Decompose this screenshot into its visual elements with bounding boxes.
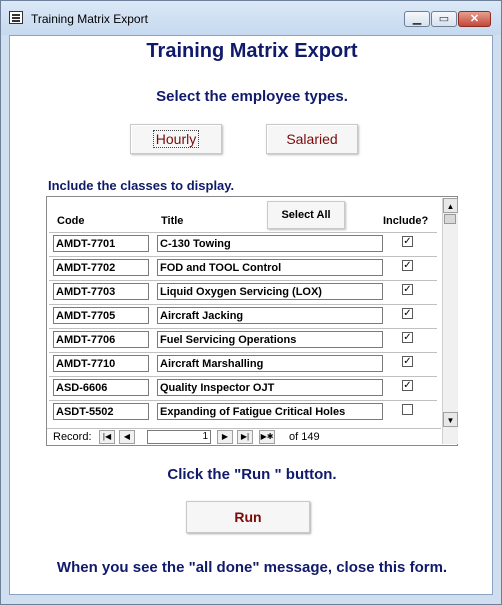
- window-title: Training Matrix Export: [31, 12, 148, 26]
- include-checkbox[interactable]: ✓: [403, 332, 412, 343]
- title-field[interactable]: Fuel Servicing Operations: [157, 331, 383, 348]
- include-checkbox[interactable]: ✓: [403, 380, 412, 391]
- scroll-down-icon[interactable]: ▼: [443, 412, 458, 427]
- code-header: Code: [57, 215, 85, 227]
- first-record-icon[interactable]: |◀: [99, 430, 115, 444]
- form-icon: [9, 11, 23, 24]
- classes-grid: [46, 196, 458, 446]
- salaried-button[interactable]: Salaried: [266, 124, 358, 154]
- select-all-button[interactable]: Select All: [267, 201, 345, 229]
- record-label: Record:: [53, 431, 92, 443]
- title-field[interactable]: Aircraft Jacking: [157, 307, 383, 324]
- run-button[interactable]: Run: [186, 501, 310, 533]
- record-count: of 149: [289, 431, 320, 443]
- close-icon: ✕: [469, 13, 480, 25]
- include-checkbox[interactable]: ✓: [403, 236, 412, 247]
- include-header: Include?: [383, 215, 429, 227]
- row-divider: [49, 328, 437, 329]
- include-checkbox[interactable]: ✓: [403, 356, 412, 367]
- run-instruction: Click the "Run " button.: [167, 466, 337, 483]
- record-navigator: [47, 428, 441, 446]
- hourly-button[interactable]: [130, 124, 222, 154]
- vertical-scrollbar[interactable]: [442, 198, 458, 444]
- previous-record-icon[interactable]: ◀: [119, 430, 135, 444]
- row-divider: [49, 256, 437, 257]
- row-divider: [49, 280, 437, 281]
- include-checkbox[interactable]: ✓: [403, 308, 412, 319]
- code-field[interactable]: AMDT-7705: [53, 307, 149, 324]
- title-field[interactable]: Liquid Oxygen Servicing (LOX): [157, 283, 383, 300]
- title-field[interactable]: FOD and TOOL Control: [157, 259, 383, 276]
- code-field[interactable]: AMDT-7706: [53, 331, 149, 348]
- last-record-icon[interactable]: ▶|: [237, 430, 253, 444]
- title-field[interactable]: Quality Inspector OJT: [157, 379, 383, 396]
- code-field[interactable]: ASD-6606: [53, 379, 149, 396]
- export-form: [9, 35, 493, 595]
- hourly-label: Hourly: [153, 130, 199, 148]
- scroll-up-icon[interactable]: ▲: [443, 198, 458, 213]
- include-classes-label: Include the classes to display.: [48, 178, 235, 193]
- code-field[interactable]: AMDT-7710: [53, 355, 149, 372]
- code-field[interactable]: AMDT-7702: [53, 259, 149, 276]
- minimize-icon: ▁: [412, 13, 422, 25]
- row-divider: [49, 232, 437, 233]
- title-field[interactable]: Expanding of Fatigue Critical Holes: [157, 403, 383, 420]
- new-record-icon[interactable]: ▶✱: [259, 430, 275, 444]
- title-header: Title: [161, 215, 184, 227]
- code-field[interactable]: AMDT-7701: [53, 235, 149, 252]
- code-field[interactable]: ASDT-5502: [53, 403, 149, 420]
- minimize-button[interactable]: [404, 11, 430, 27]
- maximize-button[interactable]: [431, 11, 457, 27]
- current-record-input[interactable]: 1: [147, 430, 211, 444]
- close-button[interactable]: [458, 11, 491, 27]
- include-checkbox[interactable]: [402, 404, 413, 415]
- done-instruction: When you see the "all done" message, close this form.: [56, 559, 448, 576]
- title-field[interactable]: Aircraft Marshalling: [157, 355, 383, 372]
- include-checkbox[interactable]: ✓: [403, 260, 412, 271]
- row-divider: [49, 400, 437, 401]
- title-bar[interactable]: [1, 1, 501, 35]
- include-checkbox[interactable]: ✓: [403, 284, 412, 295]
- select-types-label: Select the employee types.: [156, 88, 348, 105]
- form-heading: Training Matrix Export: [146, 40, 358, 62]
- row-divider: [49, 376, 437, 377]
- scroll-thumb[interactable]: [444, 214, 456, 224]
- maximize-icon: ▭: [438, 13, 450, 25]
- row-divider: [49, 304, 437, 305]
- next-record-icon[interactable]: ▶: [217, 430, 233, 444]
- row-divider: [49, 352, 437, 353]
- title-field[interactable]: C-130 Towing: [157, 235, 383, 252]
- code-field[interactable]: AMDT-7703: [53, 283, 149, 300]
